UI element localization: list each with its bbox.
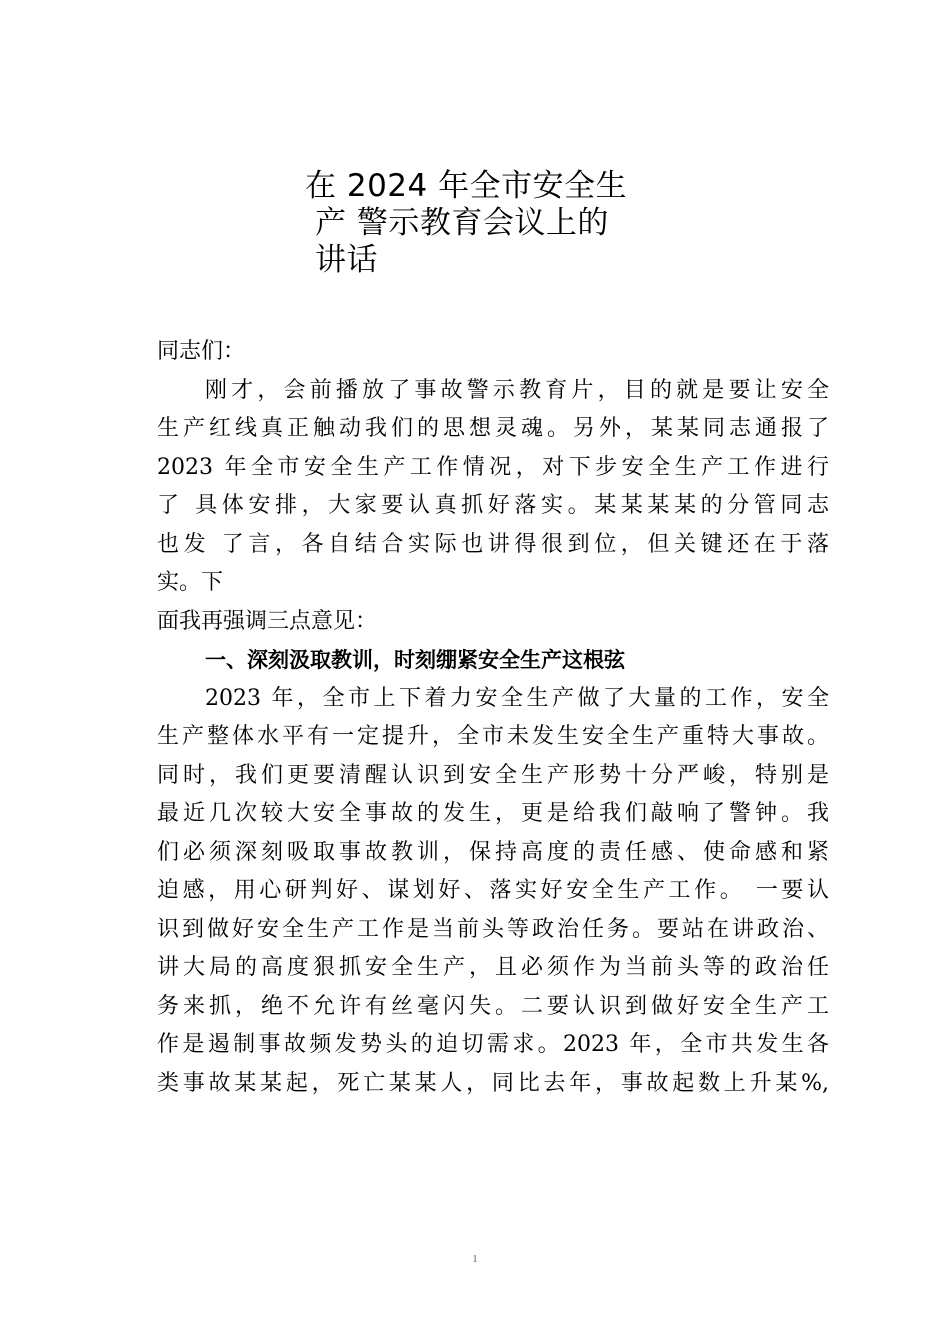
paragraph-line: 生产红线真正触动我们的思想灵魂。另外，某某同志通报了: [157, 416, 829, 441]
paragraph-line: 刚才，会前播放了事故警示教育片，目的就是要让安全: [205, 377, 829, 403]
paragraph-line: 务来抓，绝不允许有丝毫闪失。二要认识到做好安全生产工: [157, 993, 829, 1019]
paragraph-line: 类事故某某起，死亡某某人，同比去年，事故起数上升某%,: [157, 1070, 829, 1096]
paragraph-line: 最近几次较大安全事故的发生，更是给我们敲响了警钟。我: [157, 801, 829, 826]
paragraph-line: 2023 年全市安全生产工作情况，对下步安全生产工作进行: [157, 454, 829, 480]
title-line-2: 产 警示教育会议上的: [315, 205, 609, 241]
page-number: 1: [472, 1253, 478, 1265]
section-heading-1: 一、深刻汲取教训，时刻绷紧安全生产这根弦: [205, 648, 625, 672]
paragraph-line: 识到做好安全生产工作是当前头等政治任务。要站在讲政治、: [157, 916, 829, 942]
paragraph-line: 了 具体安排，大家要认真抓好落实。某某某某的分管同志: [157, 493, 829, 518]
paragraph-line: 实。下: [157, 570, 224, 595]
title-line-3: 讲话: [315, 242, 378, 278]
paragraph-line: 们必须深刻吸取事故教训，保持高度的责任感、使命感和紧: [157, 839, 829, 865]
paragraph-line: 生产整体水平有一定提升，全市未发生安全生产重特大事故。: [157, 724, 829, 749]
paragraph-line: 面我再强调三点意见：: [157, 608, 378, 634]
paragraph-line: 迫感，用心研判好、谋划好、落实好安全生产工作。 一要认: [157, 878, 829, 903]
title-line-1: 在 2024 年全市安全生: [305, 168, 628, 204]
document-title: [305, 168, 665, 279]
document-body: [157, 333, 829, 1103]
paragraph-line: 作是遏制事故频发势头的迫切需求。2023 年，全市共发生各: [157, 1032, 829, 1057]
paragraph-line: 讲大局的高度狠抓安全生产，且必须作为当前头等的政治任: [157, 955, 829, 980]
salutation: 同志们：: [157, 339, 246, 364]
paragraph-line: 同时，我们更要清醒认识到安全生产形势十分严峻，特别是: [157, 762, 829, 788]
paragraph-line: 也发 了言，各自结合实际也讲得很到位，但关键还在于落: [157, 531, 829, 557]
paragraph-line: 2023 年，全市上下着力安全生产做了大量的工作，安全: [205, 685, 829, 711]
